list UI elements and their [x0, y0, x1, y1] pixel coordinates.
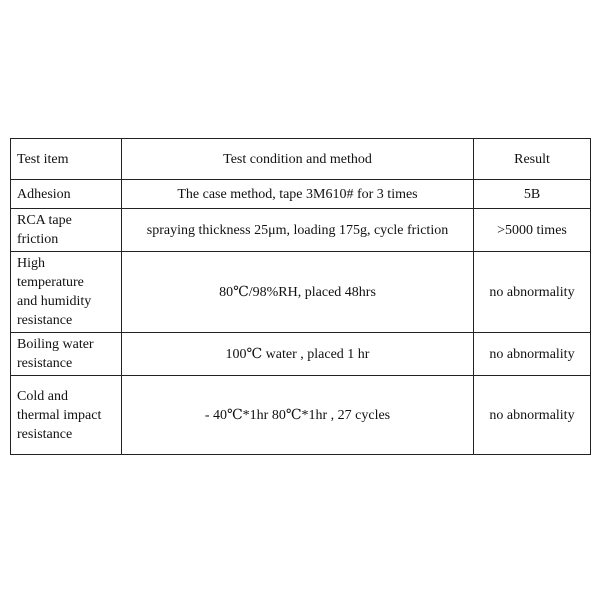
test-condition-cell: 80℃/98%RH, placed 48hrs: [122, 252, 474, 333]
header-test-item: Test item: [11, 139, 122, 180]
test-item-line: High: [17, 256, 45, 271]
test-item-line: Cold and: [17, 388, 68, 404]
test-condition-cell: spraying thickness 25μm, loading 175g, cycle friction: [122, 209, 474, 252]
table-row: [11, 180, 591, 209]
test-item-line: resistance: [17, 313, 73, 328]
test-item-line: temperature: [17, 275, 84, 290]
table-row: [11, 376, 591, 455]
test-item-line: Boiling water: [17, 337, 94, 352]
test-item-line: RCA tape: [17, 213, 72, 228]
test-item-line: and humidity: [17, 294, 92, 309]
test-item-line: friction: [17, 232, 59, 247]
table-header-row: [11, 139, 591, 180]
test-item-cell: [11, 180, 122, 209]
test-condition-cell: 100℃ water , placed 1 hr: [122, 333, 474, 376]
test-condition-cell: The case method, tape 3M610# for 3 times: [122, 180, 474, 209]
test-item-cell: [11, 252, 122, 333]
test-condition-cell: - 40℃*1hr 80℃*1hr , 27 cycles: [122, 376, 474, 455]
test-item-line: resistance: [17, 356, 73, 371]
table-row: [11, 209, 591, 252]
test-item-line: thermal impact: [17, 407, 102, 423]
result-cell: no abnormality: [474, 376, 591, 455]
table-row: [11, 333, 591, 376]
result-cell: >5000 times: [474, 209, 591, 252]
test-item-line: Adhesion: [17, 186, 71, 202]
header-test-condition: Test condition and method: [122, 139, 474, 180]
test-spec-table: [10, 138, 591, 455]
result-cell: no abnormality: [474, 333, 591, 376]
test-item-cell: [11, 209, 122, 252]
test-item-cell: [11, 376, 122, 455]
test-item-cell: [11, 333, 122, 376]
test-item-line: resistance: [17, 426, 73, 442]
header-result: Result: [474, 139, 591, 180]
result-cell: no abnormality: [474, 252, 591, 333]
table-row: [11, 252, 591, 333]
result-cell: 5B: [474, 180, 591, 209]
